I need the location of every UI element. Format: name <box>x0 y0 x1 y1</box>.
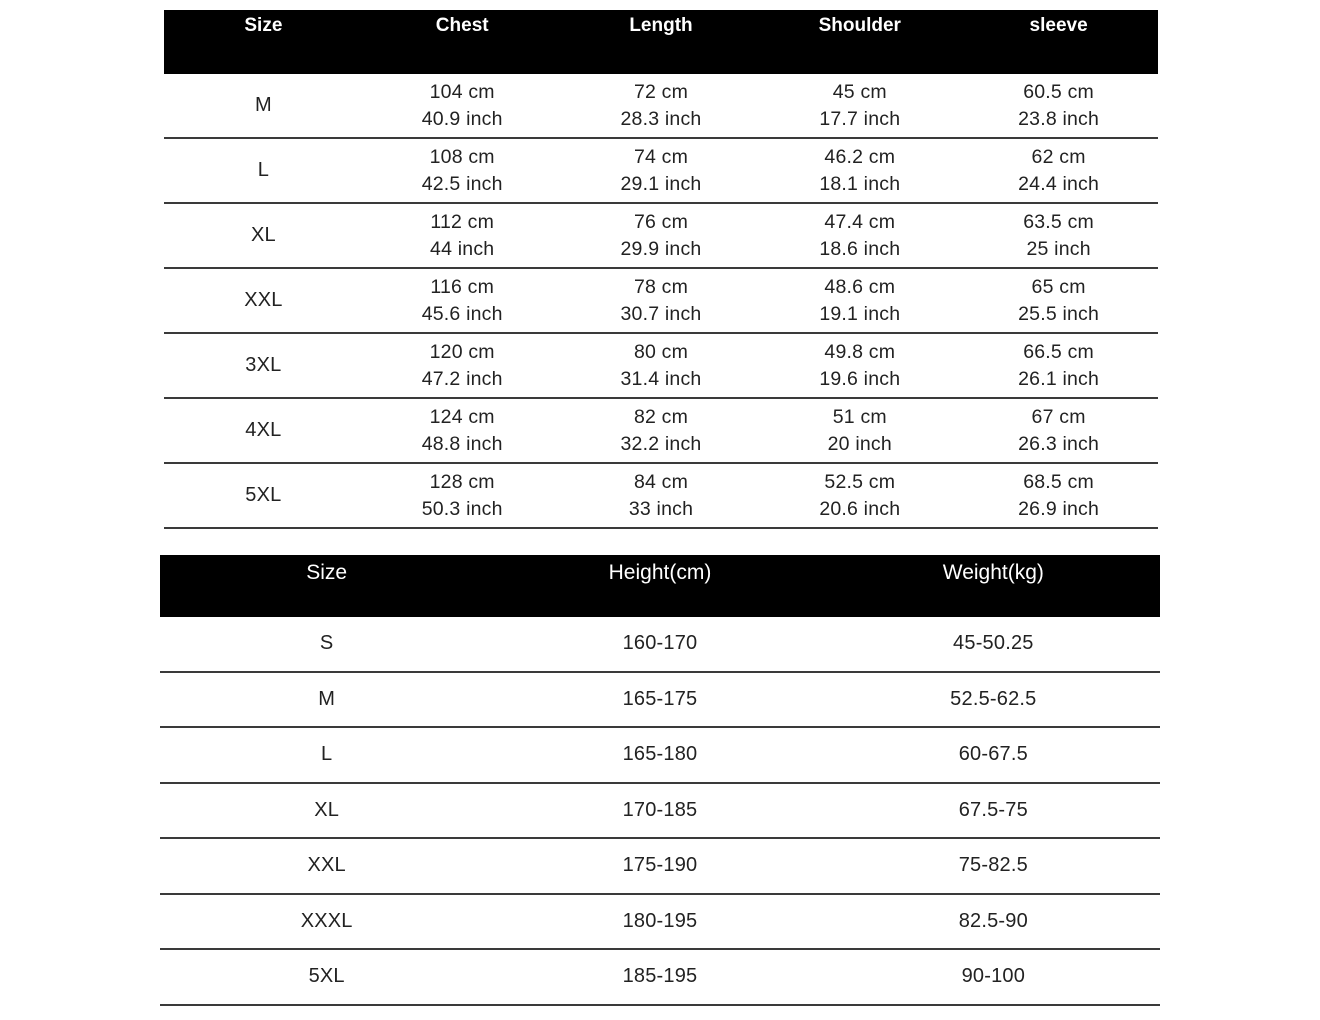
header-length: Length <box>562 10 761 74</box>
size-cell: XXXL <box>160 894 493 950</box>
measurement-header-row <box>164 10 1158 74</box>
shoulder-cell <box>760 333 959 398</box>
sleeve-inch: 26.1 inch <box>1018 367 1100 390</box>
length-cm: 76 cm <box>633 210 689 233</box>
size-cell: M <box>160 672 493 728</box>
chest-inch: 48.8 inch <box>421 432 503 455</box>
length-cell <box>562 203 761 268</box>
size-cell: L <box>164 138 363 203</box>
length-cm: 80 cm <box>633 340 689 363</box>
length-cell <box>562 333 761 398</box>
size-cell: 5XL <box>160 949 493 1005</box>
header-weight: Weight(kg) <box>827 555 1160 617</box>
sleeve-cm: 67 cm <box>1031 405 1086 428</box>
chest-cell <box>363 463 562 528</box>
chest-cm: 108 cm <box>429 145 495 168</box>
sleeve-cell <box>959 138 1158 203</box>
height-cell: 160-170 <box>493 617 826 672</box>
chest-cm: 120 cm <box>429 340 495 363</box>
table-row <box>164 268 1158 333</box>
length-cm: 84 cm <box>633 470 689 493</box>
length-cell <box>562 74 761 138</box>
header-size: Size <box>160 555 493 617</box>
weight-cell: 75-82.5 <box>827 838 1160 894</box>
table-row <box>160 894 1160 950</box>
shoulder-cm: 47.4 cm <box>824 210 896 233</box>
table-row <box>160 672 1160 728</box>
shoulder-cell <box>760 74 959 138</box>
fit-guide-table-header <box>160 555 1160 617</box>
height-cell: 170-185 <box>493 783 826 839</box>
chest-inch: 42.5 inch <box>421 172 503 195</box>
length-cm: 78 cm <box>633 275 689 298</box>
chest-cell <box>363 398 562 463</box>
shoulder-cm: 45 cm <box>832 80 887 103</box>
sleeve-inch: 24.4 inch <box>1018 172 1100 195</box>
shoulder-cm: 52.5 cm <box>824 470 896 493</box>
shoulder-cm: 46.2 cm <box>824 145 896 168</box>
header-size: Size <box>164 10 363 74</box>
size-cell: XL <box>160 783 493 839</box>
size-cell: XL <box>164 203 363 268</box>
fit-guide-header-row <box>160 555 1160 617</box>
shoulder-cm: 51 cm <box>832 405 887 428</box>
sleeve-inch: 25.5 inch <box>1018 302 1100 325</box>
height-cell: 180-195 <box>493 894 826 950</box>
size-cell: L <box>160 727 493 783</box>
table-row <box>164 74 1158 138</box>
chest-cell <box>363 268 562 333</box>
sleeve-inch: 26.9 inch <box>1018 497 1100 520</box>
shoulder-cm: 49.8 cm <box>824 340 896 363</box>
shoulder-inch: 18.6 inch <box>819 237 901 260</box>
table-row <box>160 727 1160 783</box>
chest-cell <box>363 138 562 203</box>
weight-cell: 60-67.5 <box>827 727 1160 783</box>
table-row <box>164 138 1158 203</box>
table-row <box>160 949 1160 1005</box>
measurement-table <box>164 10 1158 529</box>
shoulder-cell <box>760 138 959 203</box>
length-inch: 31.4 inch <box>620 367 702 390</box>
size-cell: S <box>160 617 493 672</box>
measurement-table-body <box>164 74 1158 528</box>
measurement-table-header <box>164 10 1158 74</box>
shoulder-cell <box>760 203 959 268</box>
length-cell <box>562 398 761 463</box>
length-inch: 29.1 inch <box>620 172 702 195</box>
sleeve-cm: 63.5 cm <box>1023 210 1094 233</box>
sleeve-cell <box>959 398 1158 463</box>
length-cell <box>562 268 761 333</box>
sleeve-cell <box>959 203 1158 268</box>
weight-cell: 52.5-62.5 <box>827 672 1160 728</box>
chest-cm: 128 cm <box>429 470 495 493</box>
table-row <box>160 783 1160 839</box>
header-chest: Chest <box>363 10 562 74</box>
chest-cm: 116 cm <box>430 275 495 298</box>
shoulder-inch: 17.7 inch <box>819 107 901 130</box>
table-row <box>160 617 1160 672</box>
height-cell: 165-175 <box>493 672 826 728</box>
chest-cm: 112 cm <box>430 210 495 233</box>
length-cm: 74 cm <box>633 145 689 168</box>
size-cell: M <box>164 74 363 138</box>
length-cell <box>562 463 761 528</box>
header-sleeve: sleeve <box>959 10 1158 74</box>
table-row <box>164 463 1158 528</box>
table-row <box>164 203 1158 268</box>
shoulder-inch: 19.6 inch <box>819 367 901 390</box>
sleeve-cell <box>959 268 1158 333</box>
sleeve-cell <box>959 333 1158 398</box>
size-cell: XXL <box>160 838 493 894</box>
weight-cell: 67.5-75 <box>827 783 1160 839</box>
shoulder-inch: 20 inch <box>827 432 892 455</box>
chest-cell <box>363 74 562 138</box>
size-cell: 5XL <box>164 463 363 528</box>
weight-cell: 90-100 <box>827 949 1160 1005</box>
header-shoulder: Shoulder <box>760 10 959 74</box>
size-cell: XXL <box>164 268 363 333</box>
length-cell <box>562 138 761 203</box>
chest-cm: 104 cm <box>429 80 495 103</box>
chest-inch: 47.2 inch <box>421 367 503 390</box>
fit-guide-table-body <box>160 617 1160 1005</box>
length-inch: 33 inch <box>628 497 694 520</box>
header-height: Height(cm) <box>493 555 826 617</box>
table-row <box>164 398 1158 463</box>
length-inch: 32.2 inch <box>620 432 702 455</box>
sleeve-cm: 65 cm <box>1031 275 1086 298</box>
shoulder-cm: 48.6 cm <box>824 275 896 298</box>
length-inch: 28.3 inch <box>620 107 702 130</box>
chest-cell <box>363 203 562 268</box>
shoulder-inch: 18.1 inch <box>819 172 901 195</box>
length-cm: 82 cm <box>633 405 689 428</box>
shoulder-cell <box>760 463 959 528</box>
chest-inch: 40.9 inch <box>421 107 503 130</box>
table-row <box>164 333 1158 398</box>
table-row <box>160 838 1160 894</box>
weight-cell: 82.5-90 <box>827 894 1160 950</box>
chest-inch: 44 inch <box>430 237 495 260</box>
height-cell: 175-190 <box>493 838 826 894</box>
fit-guide-table <box>160 555 1160 1006</box>
chest-cm: 124 cm <box>429 405 495 428</box>
size-cell: 3XL <box>164 333 363 398</box>
chest-inch: 45.6 inch <box>421 302 503 325</box>
sleeve-cell <box>959 463 1158 528</box>
length-inch: 29.9 inch <box>620 237 702 260</box>
sleeve-cm: 62 cm <box>1031 145 1086 168</box>
chest-cell <box>363 333 562 398</box>
sleeve-cm: 66.5 cm <box>1023 340 1094 363</box>
shoulder-inch: 20.6 inch <box>819 497 901 520</box>
height-cell: 165-180 <box>493 727 826 783</box>
size-cell: 4XL <box>164 398 363 463</box>
length-cm: 72 cm <box>633 80 689 103</box>
shoulder-inch: 19.1 inch <box>819 302 901 325</box>
height-cell: 185-195 <box>493 949 826 1005</box>
weight-cell: 45-50.25 <box>827 617 1160 672</box>
sleeve-inch: 25 inch <box>1026 237 1091 260</box>
sleeve-inch: 23.8 inch <box>1018 107 1100 130</box>
shoulder-cell <box>760 398 959 463</box>
length-inch: 30.7 inch <box>620 302 702 325</box>
sleeve-cm: 60.5 cm <box>1023 80 1094 103</box>
sleeve-cell <box>959 74 1158 138</box>
shoulder-cell <box>760 268 959 333</box>
chest-inch: 50.3 inch <box>421 497 503 520</box>
sleeve-cm: 68.5 cm <box>1023 470 1094 493</box>
sleeve-inch: 26.3 inch <box>1018 432 1100 455</box>
